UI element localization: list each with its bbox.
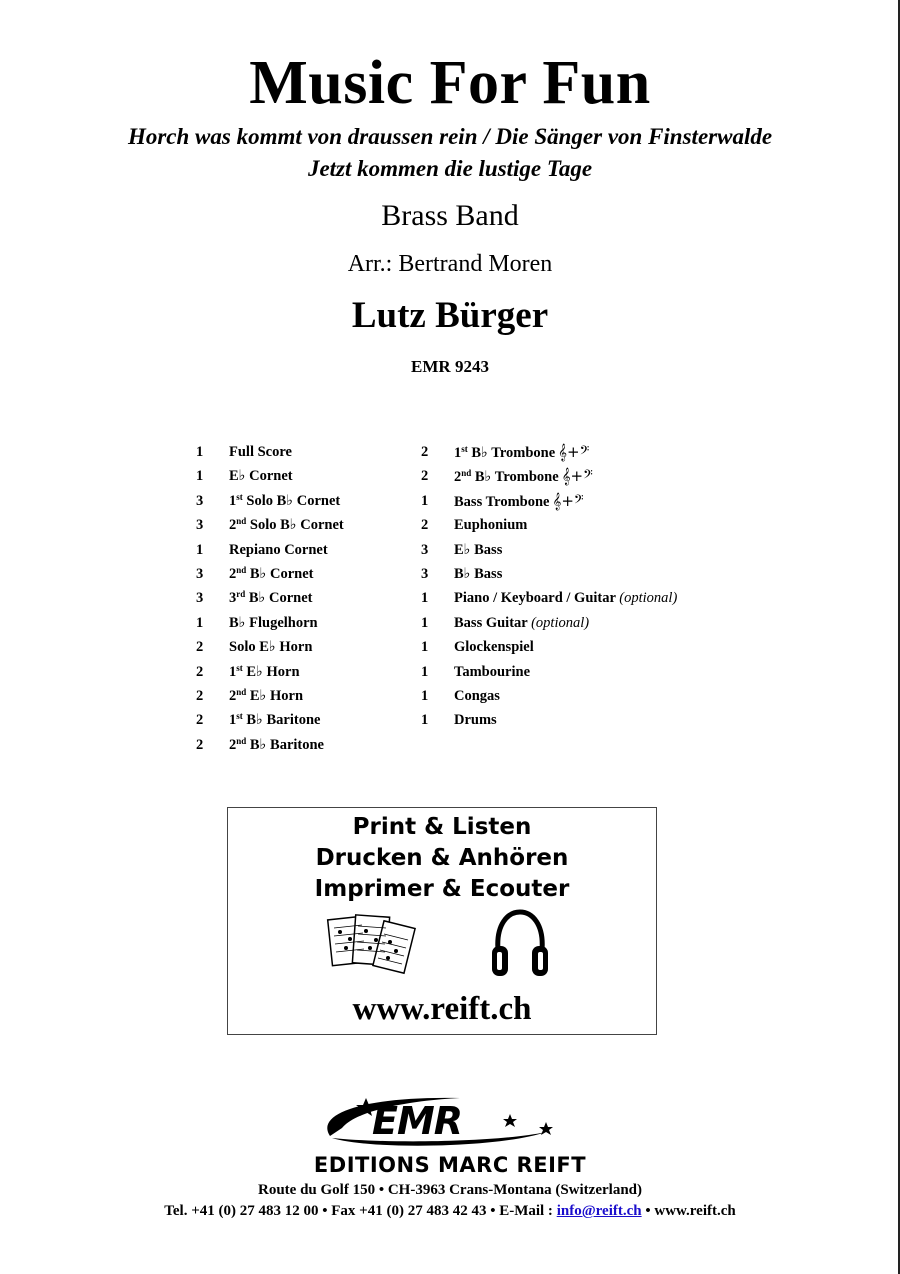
part-row	[421, 489, 677, 513]
parts-list-right	[421, 440, 677, 733]
part-name: E♭ Cornet	[229, 468, 293, 485]
part-name: Tambourine	[454, 663, 531, 680]
arranger-label: Arr.: Bertrand Moren	[347, 251, 553, 277]
subtitle-line-2: Jetzt kommen die lustige Tage	[307, 156, 593, 181]
part-row	[421, 464, 677, 488]
clef-icon: 𝄞+𝄢	[561, 467, 593, 486]
publisher-address: Route du Golf 150 • CH-3963 Crans-Montana (Switzerland)	[258, 1182, 642, 1198]
part-name: Full Score	[229, 444, 292, 460]
part-name: B♭ Flugelhorn	[229, 614, 318, 631]
part-row	[196, 660, 344, 684]
part-row	[421, 684, 677, 708]
promo-line-german: Drucken & Anhören	[315, 845, 569, 871]
part-name: Euphonium	[454, 517, 528, 534]
part-row	[421, 660, 677, 684]
part-quantity: 2	[421, 468, 429, 485]
contact-website: • www.reift.ch	[641, 1203, 736, 1219]
part-row	[196, 562, 344, 586]
promo-line-english: Print & Listen	[352, 814, 532, 840]
part-quantity: 2	[421, 517, 429, 534]
part-row	[196, 513, 344, 537]
part-name: 1st E♭ Horn	[229, 662, 300, 680]
part-name: Drums	[454, 712, 497, 729]
part-row	[196, 684, 344, 708]
contact-phone-fax: Tel. +41 (0) 27 483 12 00 • Fax +41 (0) 27 483 42 43 • E-Mail :	[164, 1203, 557, 1219]
email-link[interactable]: info@reift.ch	[556, 1203, 642, 1219]
part-row	[421, 708, 677, 732]
subtitle-line-1: Horch was kommt von draussen rein / Die Sänger von Finsterwalde	[127, 124, 773, 149]
part-row	[196, 733, 344, 757]
part-row	[196, 489, 344, 513]
part-quantity: 2	[196, 712, 204, 729]
part-quantity: 2	[196, 639, 204, 656]
publisher-name: EDITIONS MARC REIFT	[313, 1153, 587, 1177]
part-name: 1st B♭ Trombone 𝄞+𝄢	[454, 440, 589, 464]
part-name: Solo E♭ Horn	[229, 639, 313, 656]
part-quantity: 1	[421, 492, 429, 509]
part-name: Repiano Cornet	[229, 541, 328, 558]
emr-logo	[310, 1092, 570, 1150]
part-quantity: 1	[421, 614, 429, 631]
clef-icon: 𝄞+𝄢	[552, 491, 584, 510]
part-row	[196, 440, 344, 464]
part-name: 2nd B♭ Trombone 𝄞+𝄢	[454, 464, 593, 488]
parts-list-left	[196, 440, 344, 757]
part-row	[196, 538, 344, 562]
part-quantity: 1	[196, 444, 204, 460]
part-row	[421, 538, 677, 562]
emr-logo-text: EMR	[372, 1099, 463, 1143]
part-name: B♭ Bass	[454, 565, 503, 582]
promo-line-french: Imprimer & Ecouter	[314, 876, 570, 902]
part-row	[196, 586, 344, 610]
part-name: Congas	[454, 687, 500, 704]
part-quantity: 1	[196, 468, 204, 485]
part-name: Piano / Keyboard / Guitar (optional)	[454, 590, 678, 607]
part-row	[196, 611, 344, 635]
part-quantity: 1	[421, 663, 429, 680]
part-name: 2nd B♭ Cornet	[229, 564, 314, 582]
optional-label: (optional)	[531, 614, 590, 631]
part-row	[421, 440, 677, 464]
part-name: 2nd B♭ Baritone	[229, 735, 324, 753]
part-quantity: 1	[421, 687, 429, 704]
part-quantity: 1	[421, 639, 429, 656]
part-name: E♭ Bass	[454, 541, 503, 558]
publisher-contact	[0, 1203, 900, 1220]
part-name: 1st Solo B♭ Cornet	[229, 491, 341, 509]
part-row	[421, 513, 677, 537]
part-row	[421, 562, 677, 586]
part-quantity: 1	[196, 541, 204, 558]
part-quantity: 3	[421, 541, 429, 558]
part-name: 3rd B♭ Cornet	[229, 589, 313, 607]
part-name: 2nd Solo B♭ Cornet	[229, 516, 344, 534]
part-name: Glockenspiel	[454, 639, 534, 656]
part-quantity: 1	[196, 614, 204, 631]
headphones-icon	[490, 906, 550, 982]
part-quantity: 3	[196, 492, 204, 509]
part-row	[196, 635, 344, 659]
part-quantity: 3	[196, 565, 204, 582]
print-listen-box[interactable]	[227, 807, 657, 1035]
page-title: Music For Fun	[249, 49, 651, 117]
part-name: Bass Trombone 𝄞+𝄢	[454, 489, 584, 513]
part-row	[196, 708, 344, 732]
part-quantity: 3	[196, 590, 204, 607]
catalog-code: EMR 9243	[411, 357, 489, 376]
part-row	[421, 635, 677, 659]
promo-url[interactable]: www.reift.ch	[352, 991, 532, 1027]
part-quantity: 2	[196, 736, 204, 753]
part-quantity: 2	[196, 663, 204, 680]
sheet-music-icon	[324, 910, 420, 982]
part-quantity: 1	[421, 712, 429, 729]
part-quantity: 1	[421, 590, 429, 607]
part-row	[421, 586, 677, 610]
part-quantity: 3	[421, 565, 429, 582]
part-quantity: 3	[196, 517, 204, 534]
part-quantity: 2	[196, 687, 204, 704]
part-row	[196, 464, 344, 488]
part-row	[421, 611, 677, 635]
ensemble-label: Brass Band	[381, 199, 519, 232]
part-quantity: 2	[421, 444, 429, 460]
part-name: 1st B♭ Baritone	[229, 711, 321, 729]
part-name: 2nd E♭ Horn	[229, 686, 304, 704]
composer-name: Lutz Bürger	[351, 295, 549, 336]
clef-icon: 𝄞+𝄢	[558, 443, 590, 461]
part-name: Bass Guitar (optional)	[454, 614, 590, 631]
optional-label: (optional)	[619, 590, 678, 607]
